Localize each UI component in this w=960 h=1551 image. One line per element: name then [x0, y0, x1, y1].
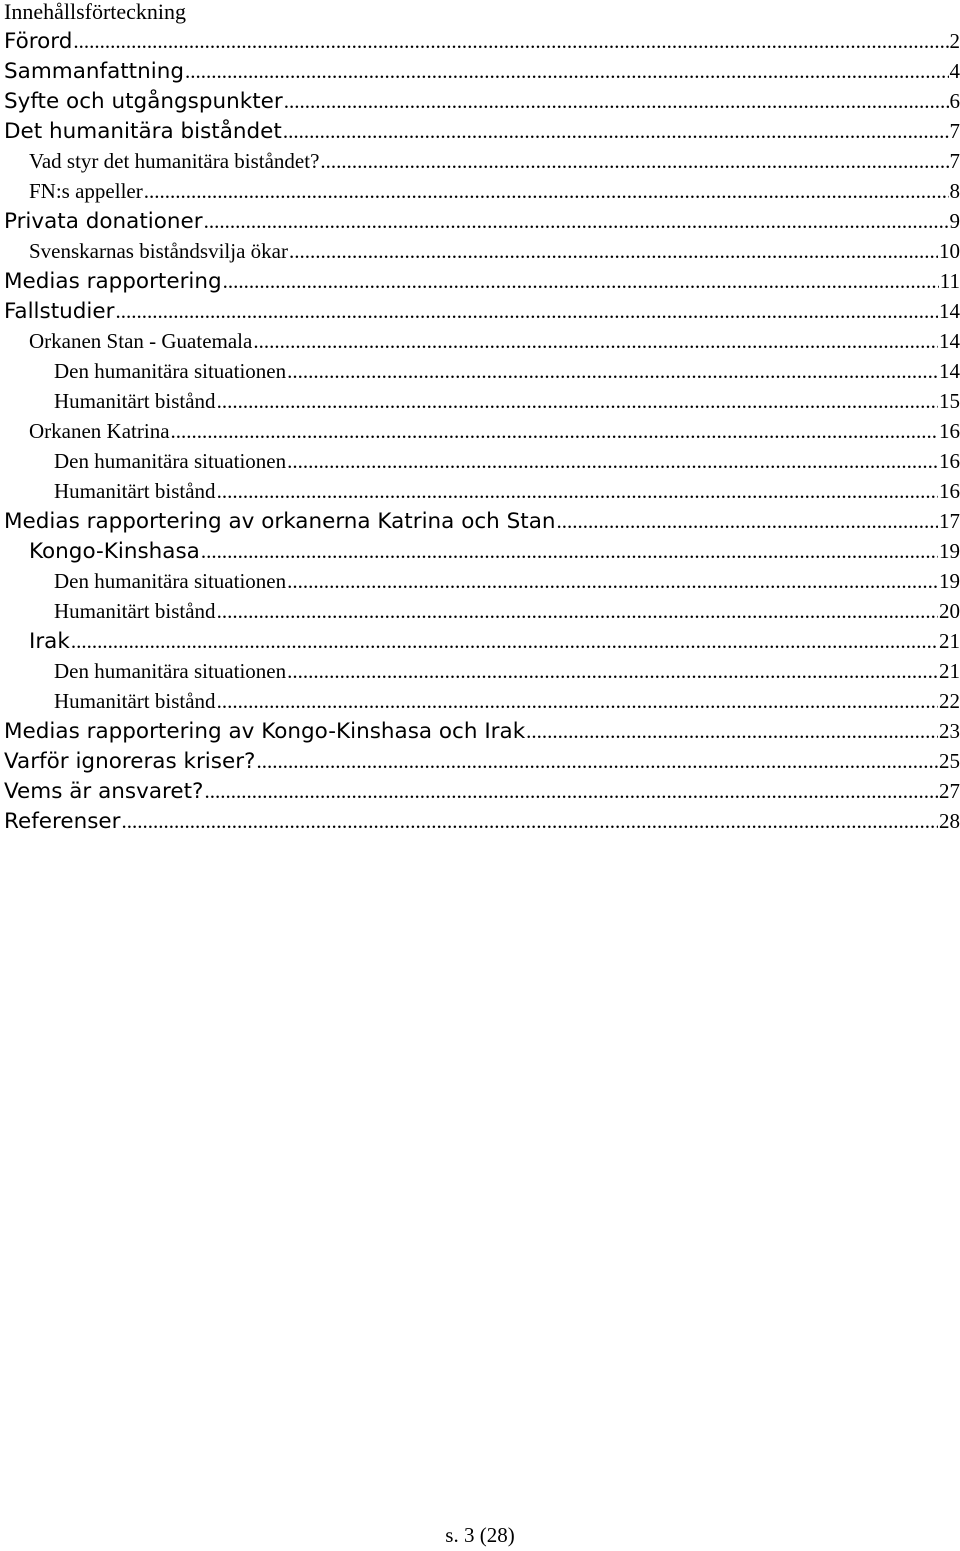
toc-entry[interactable] — [4, 476, 960, 506]
toc-entry-page: 16 — [939, 479, 960, 503]
toc-dot-leader — [287, 656, 938, 686]
toc-entry-page: 14 — [939, 359, 960, 383]
toc-dot-leader — [204, 776, 938, 806]
toc-entry[interactable] — [4, 626, 960, 656]
toc-entry-page: 15 — [939, 389, 960, 413]
toc-dot-leader — [287, 566, 938, 596]
toc-entry-label: FN:s appeller — [29, 179, 143, 203]
toc-entry-label: Humanitärt bistånd — [54, 599, 216, 623]
toc-entry-label: Orkanen Stan - Guatemala — [29, 329, 253, 353]
toc-entry-page: 8 — [949, 179, 960, 203]
toc-entry-page: 23 — [939, 719, 960, 743]
toc-dot-leader — [320, 146, 948, 176]
toc-entry-page: 7 — [949, 119, 960, 143]
toc-dot-leader — [287, 446, 938, 476]
toc-entry-page: 21 — [939, 629, 960, 653]
toc-dot-leader — [289, 236, 938, 266]
toc-entry-label: Humanitärt bistånd — [54, 689, 216, 713]
toc-entry-page: 21 — [939, 659, 960, 683]
toc-entry-label: Privata donationer — [4, 209, 203, 234]
toc-dot-leader — [256, 746, 938, 776]
toc-entry[interactable] — [4, 116, 960, 146]
toc-entry-label: Den humanitära situationen — [54, 569, 287, 593]
toc-entry[interactable] — [4, 296, 960, 326]
toc-entry-page: 25 — [939, 749, 960, 773]
toc-entry-label: Svenskarnas biståndsvilja ökar — [29, 239, 288, 263]
toc-dot-leader — [185, 56, 949, 86]
toc-entry-label: Medias rapportering — [4, 269, 222, 294]
toc-entry-label: Irak — [29, 629, 70, 654]
toc-entry-page: 17 — [939, 509, 960, 533]
toc-entry[interactable] — [4, 236, 960, 266]
toc-entry[interactable] — [4, 326, 960, 356]
toc-dot-leader — [144, 176, 949, 206]
toc-entry[interactable] — [4, 26, 960, 56]
toc-dot-leader — [115, 296, 938, 326]
page-number-footer: s. 3 (28) — [445, 1523, 515, 1547]
toc-entry-page: 6 — [949, 89, 960, 113]
toc-entry-label: Varför ignoreras kriser? — [4, 749, 256, 774]
toc-entry[interactable] — [4, 56, 960, 86]
toc-entry-page: 16 — [939, 449, 960, 473]
toc-title: Innehållsförteckning — [4, 0, 187, 24]
toc-dot-leader — [217, 476, 938, 506]
toc-dot-leader — [171, 416, 938, 446]
toc-entry[interactable] — [4, 596, 960, 626]
toc-entry-label: Vad styr det humanitära biståndet? — [29, 149, 320, 173]
toc-entry-page: 19 — [939, 569, 960, 593]
toc-entry-label: Medias rapportering av Kongo-Kinshasa och Irak — [4, 719, 526, 744]
toc-entry-page: 14 — [939, 299, 960, 323]
toc-entry[interactable] — [4, 716, 960, 746]
toc-entry-label: Det humanitära biståndet — [4, 119, 282, 144]
toc-dot-leader — [253, 326, 938, 356]
toc-entry-label: Referenser — [4, 809, 121, 834]
toc-entry-label: Kongo-Kinshasa — [29, 539, 200, 564]
toc-entry[interactable] — [4, 416, 960, 446]
toc-entry[interactable] — [4, 536, 960, 566]
toc-dot-leader — [284, 86, 949, 116]
toc-entry[interactable] — [4, 356, 960, 386]
toc-entry-label: Orkanen Katrina — [29, 419, 170, 443]
toc-entry-page: 19 — [939, 539, 960, 563]
toc-entry-label: Den humanitära situationen — [54, 449, 287, 473]
toc-entry-label: Förord — [4, 29, 73, 54]
toc-entry[interactable] — [4, 176, 960, 206]
toc-entry[interactable] — [4, 776, 960, 806]
toc-entry[interactable] — [4, 446, 960, 476]
toc-entry[interactable] — [4, 386, 960, 416]
toc-entry-page: 4 — [949, 59, 960, 83]
toc-entry[interactable] — [4, 506, 960, 536]
toc-dot-leader — [223, 266, 939, 296]
toc-dot-leader — [201, 536, 938, 566]
toc-entry-label: Syfte och utgångspunkter — [4, 89, 283, 114]
toc-dot-leader — [122, 806, 939, 836]
toc-entry[interactable] — [4, 806, 960, 836]
toc-entry-page: 27 — [939, 779, 960, 803]
toc-entry-label: Humanitärt bistånd — [54, 389, 216, 413]
toc-list — [4, 26, 960, 836]
toc-entry[interactable] — [4, 206, 960, 236]
toc-entry-page: 16 — [939, 419, 960, 443]
toc-entry-label: Medias rapportering av orkanerna Katrina och Stan — [4, 509, 556, 534]
toc-dot-leader — [71, 626, 938, 656]
toc-entry-label: Vems är ansvaret? — [4, 779, 204, 804]
toc-entry-page: 11 — [939, 269, 960, 293]
toc-entry-page: 20 — [939, 599, 960, 623]
toc-entry-label: Den humanitära situationen — [54, 359, 287, 383]
toc-dot-leader — [287, 356, 938, 386]
toc-entry[interactable] — [4, 86, 960, 116]
toc-entry-page: 10 — [939, 239, 960, 263]
toc-entry-label: Fallstudier — [4, 299, 115, 324]
toc-entry-page: 22 — [939, 689, 960, 713]
toc-entry[interactable] — [4, 266, 960, 296]
toc-entry-page: 9 — [949, 209, 960, 233]
toc-entry[interactable] — [4, 746, 960, 776]
toc-entry[interactable] — [4, 146, 960, 176]
toc-entry[interactable] — [4, 656, 960, 686]
toc-dot-leader — [283, 116, 949, 146]
toc-dot-leader — [526, 716, 938, 746]
toc-entry-page: 14 — [939, 329, 960, 353]
toc-dot-leader — [557, 506, 938, 536]
toc-entry[interactable] — [4, 686, 960, 716]
toc-dot-leader — [73, 26, 948, 56]
toc-dot-leader — [217, 686, 938, 716]
toc-entry-label: Humanitärt bistånd — [54, 479, 216, 503]
toc-entry[interactable] — [4, 566, 960, 596]
toc-dot-leader — [217, 596, 938, 626]
toc-entry-page: 2 — [949, 29, 960, 53]
toc-dot-leader — [217, 386, 938, 416]
toc-entry-label: Den humanitära situationen — [54, 659, 287, 683]
toc-entry-label: Sammanfattning — [4, 59, 184, 84]
toc-entry-page: 7 — [949, 149, 960, 173]
toc-entry-page: 28 — [939, 809, 960, 833]
toc-dot-leader — [204, 206, 949, 236]
